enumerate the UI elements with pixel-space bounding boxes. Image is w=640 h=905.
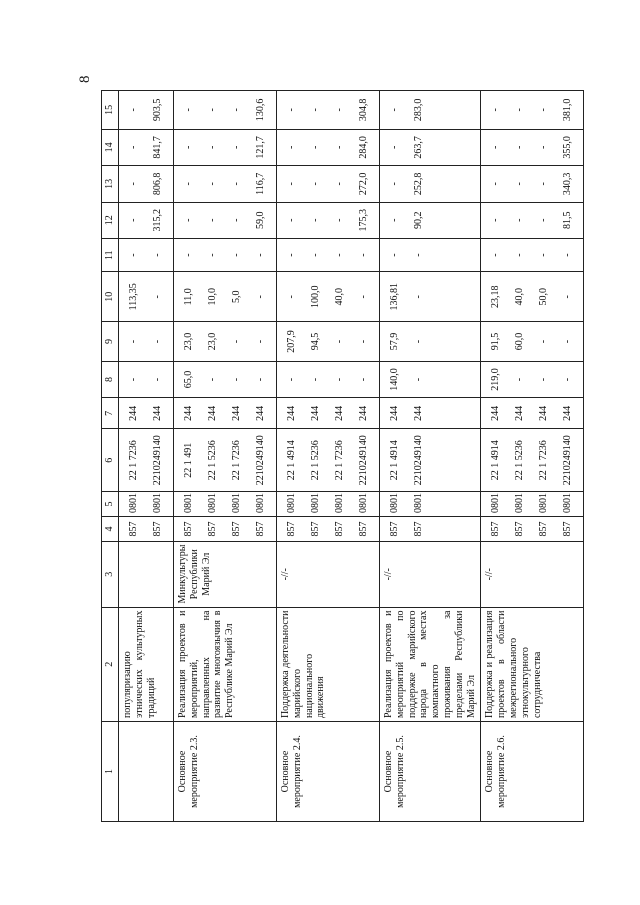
cell-value: 23,0 [207,332,218,351]
table-row [481,91,584,822]
value-col-8 [380,361,481,397]
cell-value: - [310,377,321,382]
column-header-10: 10 [102,272,119,322]
value-col-12 [481,202,584,238]
cell-value: 857 [286,521,297,537]
cell-value: - [358,377,369,382]
value-col-10 [119,272,174,322]
cell-value: 903,5 [152,98,163,122]
value-col-14 [119,129,174,165]
cell-value: 0801 [255,492,266,513]
page-number: 8 [77,75,93,83]
cell-value: 0801 [514,492,526,513]
cell-value: - [358,295,369,299]
value-col-15 [119,91,174,130]
cell-value: - [334,218,345,222]
cell-value: 381,0 [562,98,574,122]
cell-value: - [562,339,574,344]
measure-description: популяризацию этнических культурных традиций [119,607,174,722]
cell-value: 857 [562,521,574,537]
cell-value: - [231,145,242,150]
value-col-12 [277,202,380,238]
value-col-13 [380,166,481,202]
cell-value: - [231,182,242,186]
cell-value: - [231,218,242,222]
cell-value: - [514,218,526,222]
column-header-6: 6 [102,429,119,491]
cell-value: 0801 [128,492,139,513]
cell-value: - [334,145,345,150]
value-col-13 [481,166,584,202]
cell-value: 244 [562,405,574,421]
cell-value: - [152,295,163,299]
cell-value: - [255,253,266,257]
cell-value: - [310,253,321,257]
cell-value: - [255,339,266,344]
cell-value: 60,0 [514,332,526,351]
measure-name: Основное мероприятие 2.5. [380,722,481,822]
cell-value: 315,2 [152,209,163,232]
cell-value: 207,9 [286,330,297,353]
cell-value: 244 [413,405,424,421]
cell-value: 244 [128,405,139,421]
cell-value: - [389,182,400,186]
cell-value: - [231,253,242,257]
executor [119,541,174,607]
cell-value: 175,3 [358,209,369,232]
cell-value: - [358,339,369,344]
gr-code [119,516,174,541]
cell-value: - [286,253,297,257]
cell-value: 857 [389,521,400,537]
value-col-9 [174,322,277,362]
column-header-15: 15 [102,91,119,130]
cell-value: - [490,145,502,150]
cell-value: 57,9 [389,332,400,351]
value-col-15 [481,91,584,130]
cell-value: 244 [514,405,526,421]
column-header-9: 9 [102,322,119,362]
cell-value: 22 1 491 [183,442,194,478]
cell-value: - [389,145,400,150]
section-code [380,491,481,516]
cell-value: - [286,295,297,299]
cell-value: 857 [310,521,321,537]
cell-value: 0801 [231,492,242,513]
cell-value: - [207,377,218,382]
cell-value: - [413,253,424,257]
cell-value: - [562,295,574,299]
cell-value: 252,8 [413,172,424,196]
cell-value: 244 [358,405,369,421]
cell-value: - [183,182,194,186]
cell-value: - [334,108,345,112]
cell-value: 23,0 [183,332,194,351]
cell-value: 116,7 [255,172,266,195]
cell-value: - [514,145,526,150]
expense-type [380,398,481,429]
cell-value: 22 1 4914 [286,440,297,481]
cell-value: 22 1 4914 [389,440,400,481]
expense-type [277,398,380,429]
cell-value: - [207,218,218,222]
budget-table [101,90,584,822]
cell-value: 113,35 [128,283,139,311]
expense-type [119,398,174,429]
expense-type [174,398,277,429]
cell-value: - [334,339,345,344]
cell-value: 0801 [152,492,163,513]
cell-value: - [334,182,345,186]
cell-value: 0801 [358,492,369,513]
cell-value: - [152,253,163,257]
cell-value: - [562,377,574,382]
cell-value: 219,0 [490,368,502,391]
cell-value: 121,7 [255,136,266,159]
cell-value: 22 1 7236 [538,440,550,481]
table-row [119,91,174,822]
cell-value: - [334,253,345,257]
cell-value: - [389,253,400,257]
value-col-15 [380,91,481,130]
measure-description: Поддержка деятельности марийского национального движения [277,607,380,722]
cell-value: - [255,295,266,299]
cell-value: - [183,218,194,222]
cell-value: 65,0 [183,370,194,389]
value-col-11 [380,238,481,271]
measure-description: Реализация проектов и мероприятий по поддержке марийского народа в местах компактного проживания за пределами Республики Марий Эл [380,607,481,722]
cell-value: - [389,108,400,112]
cell-value: - [207,182,218,186]
cell-value: - [255,377,266,382]
cell-value: - [538,218,550,222]
cell-value: - [334,377,345,382]
cell-value: 0801 [286,492,297,513]
column-header-7: 7 [102,398,119,429]
cell-value: - [538,108,550,112]
measure-name [119,722,174,822]
cell-value: 841,7 [152,136,163,159]
cell-value: - [128,218,139,222]
section-code [119,491,174,516]
cell-value: - [490,253,502,257]
executor: Минкультуры Республики Марий Эл [174,541,277,607]
cell-value: 857 [255,521,266,537]
value-col-15 [174,91,277,130]
table-row [380,91,481,822]
cell-value: 94,5 [310,332,321,351]
cell-value: 263,7 [413,136,424,159]
gr-code [380,516,481,541]
cell-value: - [538,145,550,150]
cell-value: 244 [231,405,242,421]
section-code [481,491,584,516]
cell-value: 0801 [490,492,502,513]
cell-value: 22 1 4914 [490,440,502,481]
value-col-8 [174,361,277,397]
cell-value: - [286,182,297,186]
value-col-10 [174,272,277,322]
cell-value: - [538,339,550,344]
value-col-14 [174,129,277,165]
cell-value: 0801 [183,492,194,513]
measure-description: Поддержка и реализация проектов в области межрегионального этнокультурного сотрудничества [481,607,584,722]
cell-value: 22 1 5236 [207,440,218,481]
cell-value: - [514,253,526,257]
table-row [174,91,277,822]
target-article [380,429,481,491]
cell-value: 857 [207,521,218,537]
value-col-8 [277,361,380,397]
gr-code [481,516,584,541]
cell-value: - [207,145,218,150]
cell-value: 283,0 [413,98,424,122]
cell-value: 2210249140 [255,435,266,486]
value-col-10 [481,272,584,322]
cell-value: 40,0 [514,288,526,306]
cell-value: 5,0 [231,290,242,304]
column-header-11: 11 [102,238,119,271]
cell-value: 90,2 [413,211,424,229]
cell-value: - [413,377,424,382]
cell-value: 304,8 [358,98,369,122]
value-col-10 [277,272,380,322]
cell-value: - [514,377,526,382]
cell-value: 50,0 [538,288,550,306]
cell-value: 857 [514,521,526,537]
section-code [174,491,277,516]
cell-value: 0801 [389,492,400,513]
header-row [102,91,119,822]
cell-value: 22 1 7236 [231,440,242,481]
measure-name: Основное мероприятие 2.6. [481,722,584,822]
value-col-10 [380,272,481,322]
target-article [174,429,277,491]
value-col-14 [380,129,481,165]
value-col-11 [174,238,277,271]
value-col-13 [119,166,174,202]
cell-value: - [128,253,139,257]
table-row [277,91,380,822]
executor: -//- [481,541,584,607]
cell-value: - [514,182,526,186]
cell-value: 244 [389,405,400,421]
column-header-5: 5 [102,491,119,516]
cell-value: 0801 [413,492,424,513]
cell-value: 857 [231,521,242,537]
cell-value: 81,5 [562,211,574,229]
cell-value: 244 [286,405,297,421]
cell-value: 284,0 [358,136,369,159]
cell-value: - [152,339,163,344]
cell-value: 355,0 [562,136,574,159]
cell-value: 340,3 [562,172,574,196]
column-header-14: 14 [102,129,119,165]
column-header-2: 2 [102,607,119,722]
cell-value: - [310,218,321,222]
value-col-11 [119,238,174,271]
value-col-9 [119,322,174,362]
column-header-3: 3 [102,541,119,607]
cell-value: 22 1 5236 [310,440,321,481]
cell-value: 857 [183,521,194,537]
cell-value: 23,18 [490,285,502,309]
value-col-12 [174,202,277,238]
cell-value: 22 1 5236 [514,440,526,481]
cell-value: - [128,339,139,344]
executor: -//- [380,541,481,607]
column-header-4: 4 [102,516,119,541]
cell-value: - [490,108,502,112]
cell-value: 857 [490,521,502,537]
value-col-14 [277,129,380,165]
cell-value: 857 [152,521,163,537]
cell-value: 59,0 [255,211,266,229]
cell-value: - [490,182,502,186]
value-col-11 [277,238,380,271]
cell-value: - [231,339,242,344]
cell-value: 0801 [538,492,550,513]
cell-value: - [389,218,400,222]
value-col-8 [119,361,174,397]
column-header-1: 1 [102,722,119,822]
gr-code [174,516,277,541]
cell-value: 244 [490,405,502,421]
cell-value: 100,0 [310,285,321,309]
cell-value: - [413,295,424,299]
target-article [119,429,174,491]
cell-value: 244 [538,405,550,421]
expense-type [481,398,584,429]
cell-value: - [562,253,574,257]
cell-value: - [183,145,194,150]
cell-value: - [128,182,139,186]
cell-value: 0801 [562,492,574,513]
cell-value: 2210249140 [413,435,424,486]
cell-value: 140,0 [389,368,400,391]
cell-value: - [207,108,218,112]
cell-value: 244 [334,405,345,421]
section-code [277,491,380,516]
column-header-8: 8 [102,361,119,397]
cell-value: 857 [334,521,345,537]
cell-value: - [490,218,502,222]
measure-name: Основное мероприятие 2.4. [277,722,380,822]
cell-value: - [413,339,424,344]
cell-value: - [286,108,297,112]
cell-value: 244 [152,405,163,421]
cell-value: 244 [255,405,266,421]
cell-value: 244 [310,405,321,421]
cell-value: - [310,182,321,186]
cell-value: 272,0 [358,172,369,196]
cell-value: 0801 [207,492,218,513]
cell-value: 857 [358,521,369,537]
column-header-12: 12 [102,202,119,238]
cell-value: 0801 [310,492,321,513]
cell-value: - [538,182,550,186]
cell-value: 136,81 [389,283,400,311]
target-article [481,429,584,491]
cell-value: - [152,377,163,382]
value-col-8 [481,361,584,397]
cell-value: - [286,145,297,150]
cell-value: 244 [207,405,218,421]
value-col-15 [277,91,380,130]
cell-value: 857 [413,521,424,537]
value-col-13 [277,166,380,202]
value-col-13 [174,166,277,202]
cell-value: 806,8 [152,172,163,196]
cell-value: 2210249140 [358,435,369,486]
cell-value: - [183,253,194,257]
measure-name: Основное мероприятие 2.3. [174,722,277,822]
cell-value: 244 [183,405,194,421]
cell-value: - [286,377,297,382]
value-col-14 [481,129,584,165]
value-col-9 [277,322,380,362]
value-col-9 [380,322,481,362]
cell-value: 857 [538,521,550,537]
cell-value: - [128,145,139,150]
cell-value: - [128,377,139,382]
cell-value: 91,5 [490,332,502,351]
cell-value: - [286,218,297,222]
cell-value: - [207,253,218,257]
value-col-12 [380,202,481,238]
cell-value: - [358,253,369,257]
cell-value: - [128,108,139,112]
cell-value: 2210249140 [152,435,163,486]
cell-value: - [310,145,321,150]
cell-value: 857 [128,521,139,537]
cell-value: - [231,377,242,382]
cell-value: 22 1 7236 [334,440,345,481]
gr-code [277,516,380,541]
column-header-13: 13 [102,166,119,202]
value-col-12 [119,202,174,238]
cell-value: - [538,377,550,382]
measure-description: Реализация проектов и мероприятий, направленных на развитие многоязычия в Республике Марий Эл [174,607,277,722]
cell-value: 10,0 [207,288,218,306]
cell-value: - [514,108,526,112]
value-col-9 [481,322,584,362]
executor: -//- [277,541,380,607]
cell-value: 11,0 [183,288,194,306]
target-article [277,429,380,491]
value-col-11 [481,238,584,271]
cell-value: - [538,253,550,257]
cell-value: - [183,108,194,112]
cell-value: 130,6 [255,98,266,122]
cell-value: 2210249140 [562,435,574,486]
cell-value: 22 1 7236 [128,440,139,481]
cell-value: - [231,108,242,112]
cell-value: 40,0 [334,288,345,306]
cell-value: 0801 [334,492,345,513]
cell-value: - [310,108,321,112]
